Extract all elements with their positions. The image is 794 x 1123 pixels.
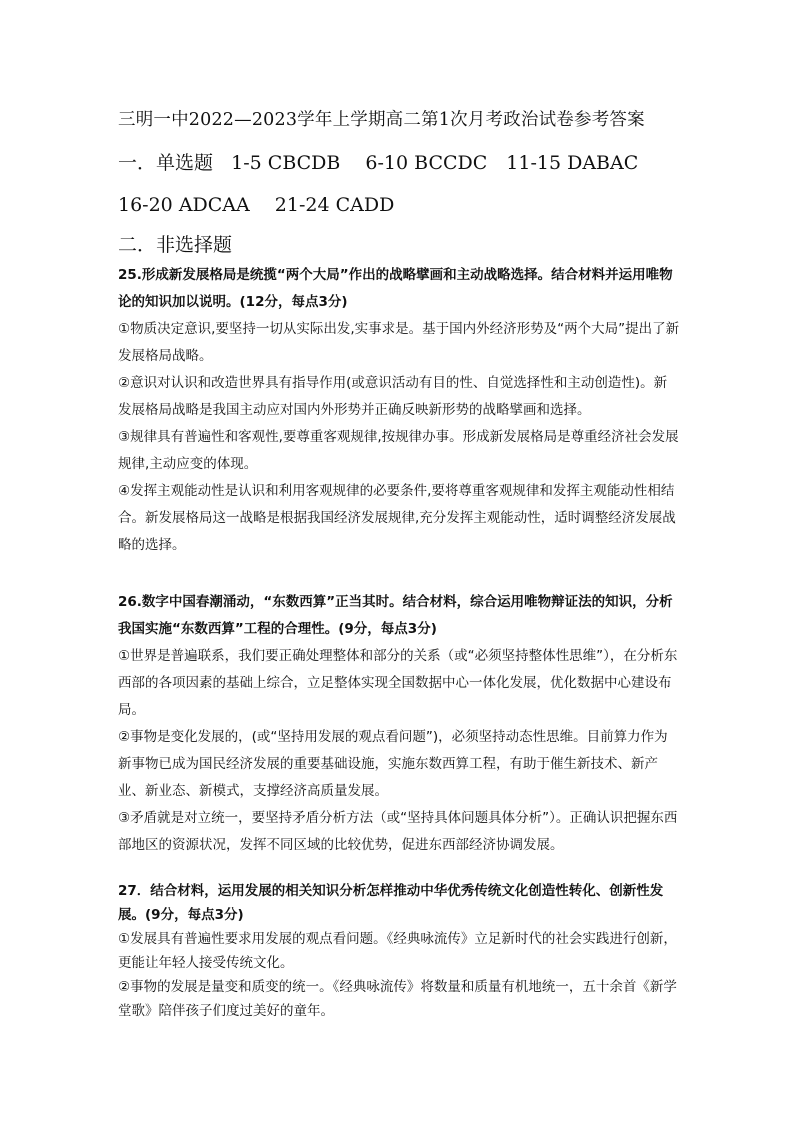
question-25-prompt: 25.形成新发展格局是统揽“两个大局”作出的战略擘画和主动战略选择。结合材料并运用唯物论的知识加以说明。(12分，每点3分)	[118, 267, 673, 310]
question-26-answer-2: ②事物是变化发展的，(或“坚持用发展的观点看问题”)，必须坚持动态性思维。目前算力作为新事物已成为国民经济发展的重要基础设施，实施东数西算工程，有助于催生新技术、新产业、新业态、新模式，支撑经济高质量发展。	[118, 729, 668, 799]
question-25-answer-1: ①物质决定意识,要坚持一切从实际出发,实事求是。基于国内外经济形势及“两个大局”提出了新发展格局战略。	[118, 321, 680, 364]
question-27-answer-2: ②事物的发展是量变和质变的统一。《经典咏流传》将数量和质量有机地统一，五十余首《新学堂歌》陪伴孩子们度过美好的童年。	[118, 979, 677, 1019]
question-26-prompt: 26.数字中国春潮涌动，“东数西算”正当其时。结合材料，综合运用唯物辩证法的知识，分析我国实施“东数西算”工程的合理性。(9分，每点3分)	[118, 594, 673, 637]
multiple-choice-line-1	[118, 148, 638, 175]
question-26-answer-1: ①世界是普遍联系，我们要正确处理整体和部分的关系（或“必须坚持整体性思维”），在分析东西部的各项因素的基础上综合，立足整体实现全国数据中心一体化发展，优化数据中心建设布局。	[118, 648, 678, 718]
question-27	[118, 879, 680, 1023]
question-26	[118, 589, 680, 859]
question-27-answer-1: ①发展具有普遍性要求用发展的观点看问题。《经典咏流传》立足新时代的社会实践进行创新，更能让年轻人接受传统文化。	[118, 931, 677, 971]
page-title: 三明一中2022—2023学年上学期高二第1次月考政治试卷参考答案	[118, 110, 645, 130]
question-26-answer-3: ③矛盾就是对立统一，要坚持矛盾分析方法（或“坚持具体问题具体分析”）。正确认识把握东西部地区的资源状况，发挥不同区域的比较优势，促进东西部经济协调发展。	[118, 810, 678, 853]
answers-16-24: 16-20 ADCAA 21-24 CADD	[118, 194, 395, 216]
answers-1-15: 1-5 CBCDB 6-10 BCCDC 11-15 DABAC	[231, 152, 639, 174]
section1-heading: 一．单选题	[118, 152, 214, 174]
question-25	[118, 262, 680, 559]
question-27-prompt: 27．结合材料，运用发展的相关知识分析怎样推动中华优秀传统文化创造性转化、创新性发展。(9分，每点3分)	[118, 883, 664, 923]
section2-heading: 二．非选择题	[118, 234, 233, 256]
question-25-answer-4: ④发挥主观能动性是认识和利用客观规律的必要条件,要将尊重客观规律和发挥主观能动性相结合。新发展格局这一战略是根据我国经济发展规律,充分发挥主观能动性，适时调整经济发展战略的选择。	[118, 483, 676, 553]
question-25-answer-2: ②意识对认识和改造世界具有指导作用(或意识活动有目的性、自觉选择性和主动创造性)。新发展格局战略是我国主动应对国内外形势并正确反映新形势的战略擘画和选择。	[118, 375, 668, 418]
question-25-answer-3: ③规律具有普遍性和客观性,要尊重客观规律,按规律办事。形成新发展格局是尊重经济社会发展规律,主动应变的体现。	[118, 429, 679, 472]
